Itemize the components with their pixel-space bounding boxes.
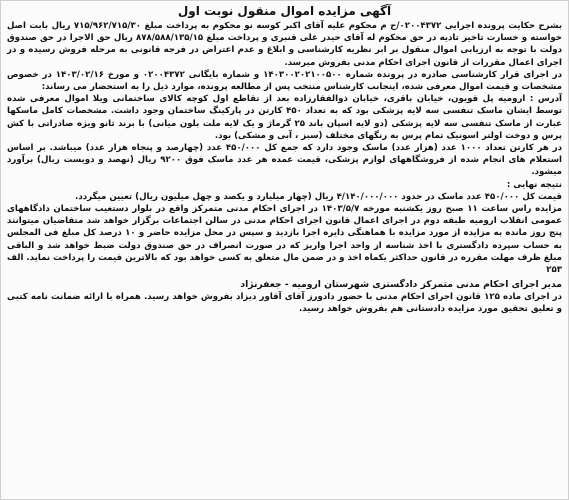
footer-paragraph: در اجرای ماده ۱۲۵ قانون اجرای احکام مدنی با حضور دادورز آقای آقاور دیزاد بفروش خواهد رسید. همراه با ارائه ضمانت نامه کتبی و تعلیق تحقیق مورد مزایده دادستانی هم بفروش خواهد رسید. [7, 292, 562, 315]
quantity-and-pricing-paragraph: در هر کارتن تعداد ۱۰۰۰ عدد (هزار عدد) ماسک وجود دارد که جمع کل ۴۵۰/۰۰۰ عدد (چهارصد و پنجاه هزار عدد) میباشد. بر اساس استعلام های انجام شده از فروشگاههای لوازم پزشکی، قیمت عمده هر عدد ماسک فوق ۹۲۰۰ ریال (نهصد و دویست ریال) برآورد میشود. [7, 143, 562, 178]
signature-line: مدیر اجرای احکام مدنی متمرکز دادگستری شهرستان ارومیه - جعفرنژاد [240, 279, 562, 291]
case-summary-paragraph: بشرح حکایت پرونده اجرایی ۰۲۰۰۴۳۷۲/ح م محکوم علیه آقای اکبر کوسه نو محکوم به پرداخت مبلغ ۷۱۵/۹۶۲/۷۱۵/۳۰ ریال بابت اصل خواسته و خسارت تاخیر تادیه در حق محکوم له آقای حیدر علی قنبری و پرداخت مبلغ ۸۷۸/۵۸۸/۱۳۵/۱۵ ریال حق الاجرا در حق صندوق دولت با توجه به ارزیابی اموال منقول بر ابر نظریه کارشناسی و ابلاغ و عدم اعتراض در فرجه قانونی به مرحله فروش رسیده و در اجرای اعمال مقررات از قانون اجرای احکام مدنی بفروش میرسد. [7, 21, 563, 68]
notice-title: آگهی مزایده اموال منقول نوبت اول [177, 4, 392, 18]
total-value-paragraph: قیمت کل ۴۵۰/۰۰۰ عدد ماسک در حدود ۴/۱۴۰/۰۰۰/۰۰۰ ریال (چهار میلیارد و یکصد و چهل میلیون ریال) تعیین میگردد. [75, 191, 562, 202]
auction-conditions-paragraph: مزایده راس ساعت ۱۱ صبح روز یکشنبه مورخه ۱۴۰۳/۵/۷ در اجرای احکام مدنی متمرکز واقع در بلوار دستغیب ساختمان دادگاههای عمومی انقلاب ارومیه طبقه دوم در اجرای اعمال قانون اجرای احکام مدنی در سالن اجتماعات برگزار خواهد شد متقاضیان میتوانند پنج روز مانده به مزایده از مورد مزایده با هماهنگی دایره اجرا بازدید و سپس در محل مزایده حاضر و ۱۰ درصد کل مبلغ فی المجلس به حساب سپرده دادگستری با اخذ شناسه از واحد اجرا واریز که در صورت انصراف در حق صندوق دولت ضبط خواهد شد و الباقی مبلغ ظرف مهلت مقرره در قانون حداکثر یکماه اخذ و در ضمن مال متعلق به کسی خواهد بود که بالاترین قیمت را پرداخت نماید. الف ۲۵۳ [7, 204, 563, 276]
expert-order-paragraph: در اجرای قرار کارشناسی صادره در پرونده شماره ۱۴۰۳۰۰۲۰۲۱۰۰۵۰۰ و شماره بایگانی ۰۲۰۰۴۳۷۲ و مورخ ۱۴۰۳/۰۲/۱۶ در خصوص مشخصات و قیمت اموال معرفی شده، اینجانب کارشناس منتخب پس از مطالعه پرونده، موارد ذیل را به استحضار می رساند: [7, 69, 562, 93]
final-result-heading: نتیجه نهایی : [506, 179, 562, 190]
address-and-description-paragraph: آدرس : ارومیه پل قویون، خیابان باقری، خیابان ذوالفقارزاده بعد از تقاطع اول کوچه کالای ساختمانی ویلا اموال معرفی شده توسط ایشان ماسک تنفسی سه لایه پزشکی بود که به تعداد ۴۵۰ کارتن در پارکینگ ساختمان وجود داشت. مشخصات کامل ماسکها عبارت از ماسک تنفسی سه لایه پزشکی (دو لایه اسپان باند ۲۵ گرماژ و یک لایه ملت بلون میانی) با برند ثانو ویژه صادراتی با کش پرس و دوخت اولتر اسونیک تمام پرس به رنگهای مختلف (سبز ، آبی و مشکی) بود. [7, 94, 562, 141]
